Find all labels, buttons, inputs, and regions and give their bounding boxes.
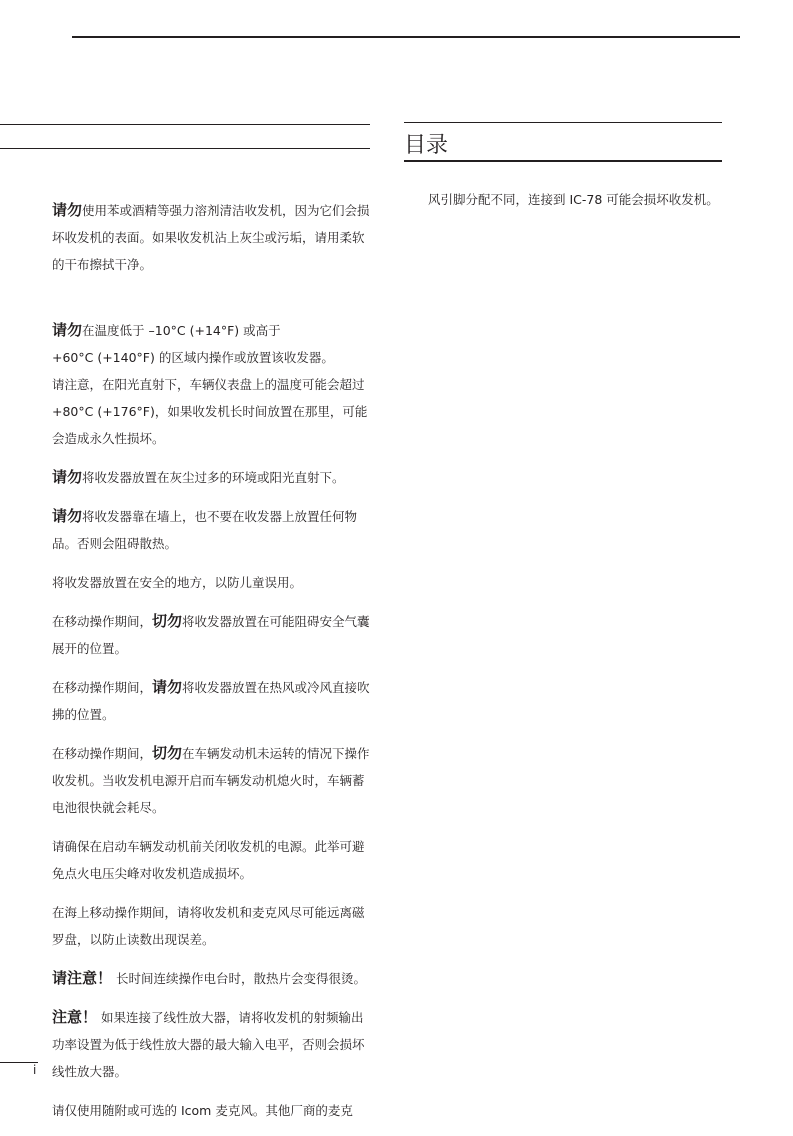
paragraph-prefix: 在移动操作期间， xyxy=(52,614,153,629)
precautions-column xyxy=(52,197,374,1136)
paragraph-text: 使用苯或酒精等强力溶剂清洁收发机，因为它们会损坏收发机的表面。如果收发机沾上灰尘或污垢，请用柔软的干布擦拭干净。 xyxy=(52,203,370,272)
precaution-paragraph xyxy=(52,965,374,992)
warning-lead: 请勿 xyxy=(52,201,83,219)
warning-lead: 请勿 xyxy=(52,507,83,525)
caution-lead: 请注意！ xyxy=(52,969,113,987)
paragraph-text: 在海上移动操作期间，请将收发机和麦克风尽可能远离磁罗盘，以防止读数出现误差。 xyxy=(52,905,365,947)
paragraph-text: 在车辆发动机未运转的情况下操作收发机。当收发机电源开启而车辆发动机熄火时，车辆蓄电池很快就会耗尽。 xyxy=(52,746,370,815)
precaution-paragraph xyxy=(52,197,374,278)
precaution-paragraph xyxy=(52,464,374,491)
warning-lead: 切勿 xyxy=(152,744,183,762)
warning-lead: 请勿 xyxy=(152,678,183,696)
left-section-rule-bottom xyxy=(0,148,370,149)
paragraph-text: 将收发器放置在灰尘过多的环境或阳光直射下。 xyxy=(82,470,345,485)
left-section-rule-top xyxy=(0,124,370,125)
precaution-paragraph xyxy=(52,503,374,557)
paragraph-text: 在温度低于 –10°C (+14°F) 或高于 +60°C (+140°F) 的区域内操作或放置该收发器。 请注意，在阳光直射下，车辆仪表盘上的温度可能会超过 +80°C (+176°F)，如果收发机长时间放置在那里，可能会造成永久性损坏。 xyxy=(52,323,368,446)
precaution-paragraph xyxy=(52,290,374,452)
toc-text: 风引脚分配不同，连接到 IC-78 可能会损坏收发机。 xyxy=(428,192,719,207)
paragraph-text: 将收发器放置在可能阻碍安全气囊展开的位置。 xyxy=(52,614,370,656)
paragraph-text: 长时间连续操作电台时，散热片会变得很烫。 xyxy=(116,971,367,986)
paragraph-text: 请确保在启动车辆发动机前关闭收发机的电源。此举可避免点火电压尖峰对收发机造成损坏。 xyxy=(52,839,365,881)
page-number: i xyxy=(33,1063,37,1077)
precaution-paragraph xyxy=(52,740,374,821)
warning-lead: 切勿 xyxy=(152,612,183,630)
paragraph-prefix: 在移动操作期间， xyxy=(52,680,153,695)
toc-title: 目录 xyxy=(404,133,449,158)
warning-lead: 请勿 xyxy=(52,468,83,486)
paragraph-text: 请仅使用随附或可选的 Icom 麦克风。其他厂商的麦克 xyxy=(52,1103,353,1118)
paragraph-text: 将收发器靠在墙上，也不要在收发器上放置任何物品。否则会阻碍散热。 xyxy=(52,509,358,551)
caution-lead: 注意！ xyxy=(52,1008,98,1026)
precaution-paragraph xyxy=(52,833,374,887)
precaution-paragraph xyxy=(52,608,374,662)
precaution-paragraph xyxy=(52,899,374,953)
header-rule xyxy=(72,36,740,38)
precaution-paragraph xyxy=(52,1097,374,1124)
paragraph-text: 将收发器放置在热风或冷风直接吹拂的位置。 xyxy=(52,680,370,722)
warning-lead: 请勿 xyxy=(52,321,83,339)
toc-rule-top xyxy=(404,122,722,123)
precaution-paragraph xyxy=(52,1004,374,1085)
precaution-paragraph xyxy=(52,674,374,728)
precaution-paragraph xyxy=(52,569,374,596)
toc-rule-bottom xyxy=(404,160,722,162)
paragraph-text: 如果连接了线性放大器，请将收发机的射频输出功率设置为低于线性放大器的最大输入电平，否则会损坏线性放大器。 xyxy=(52,1010,365,1079)
paragraph-prefix: 在移动操作期间， xyxy=(52,746,153,761)
paragraph-text: 将收发器放置在安全的地方，以防儿童误用。 xyxy=(52,575,303,590)
